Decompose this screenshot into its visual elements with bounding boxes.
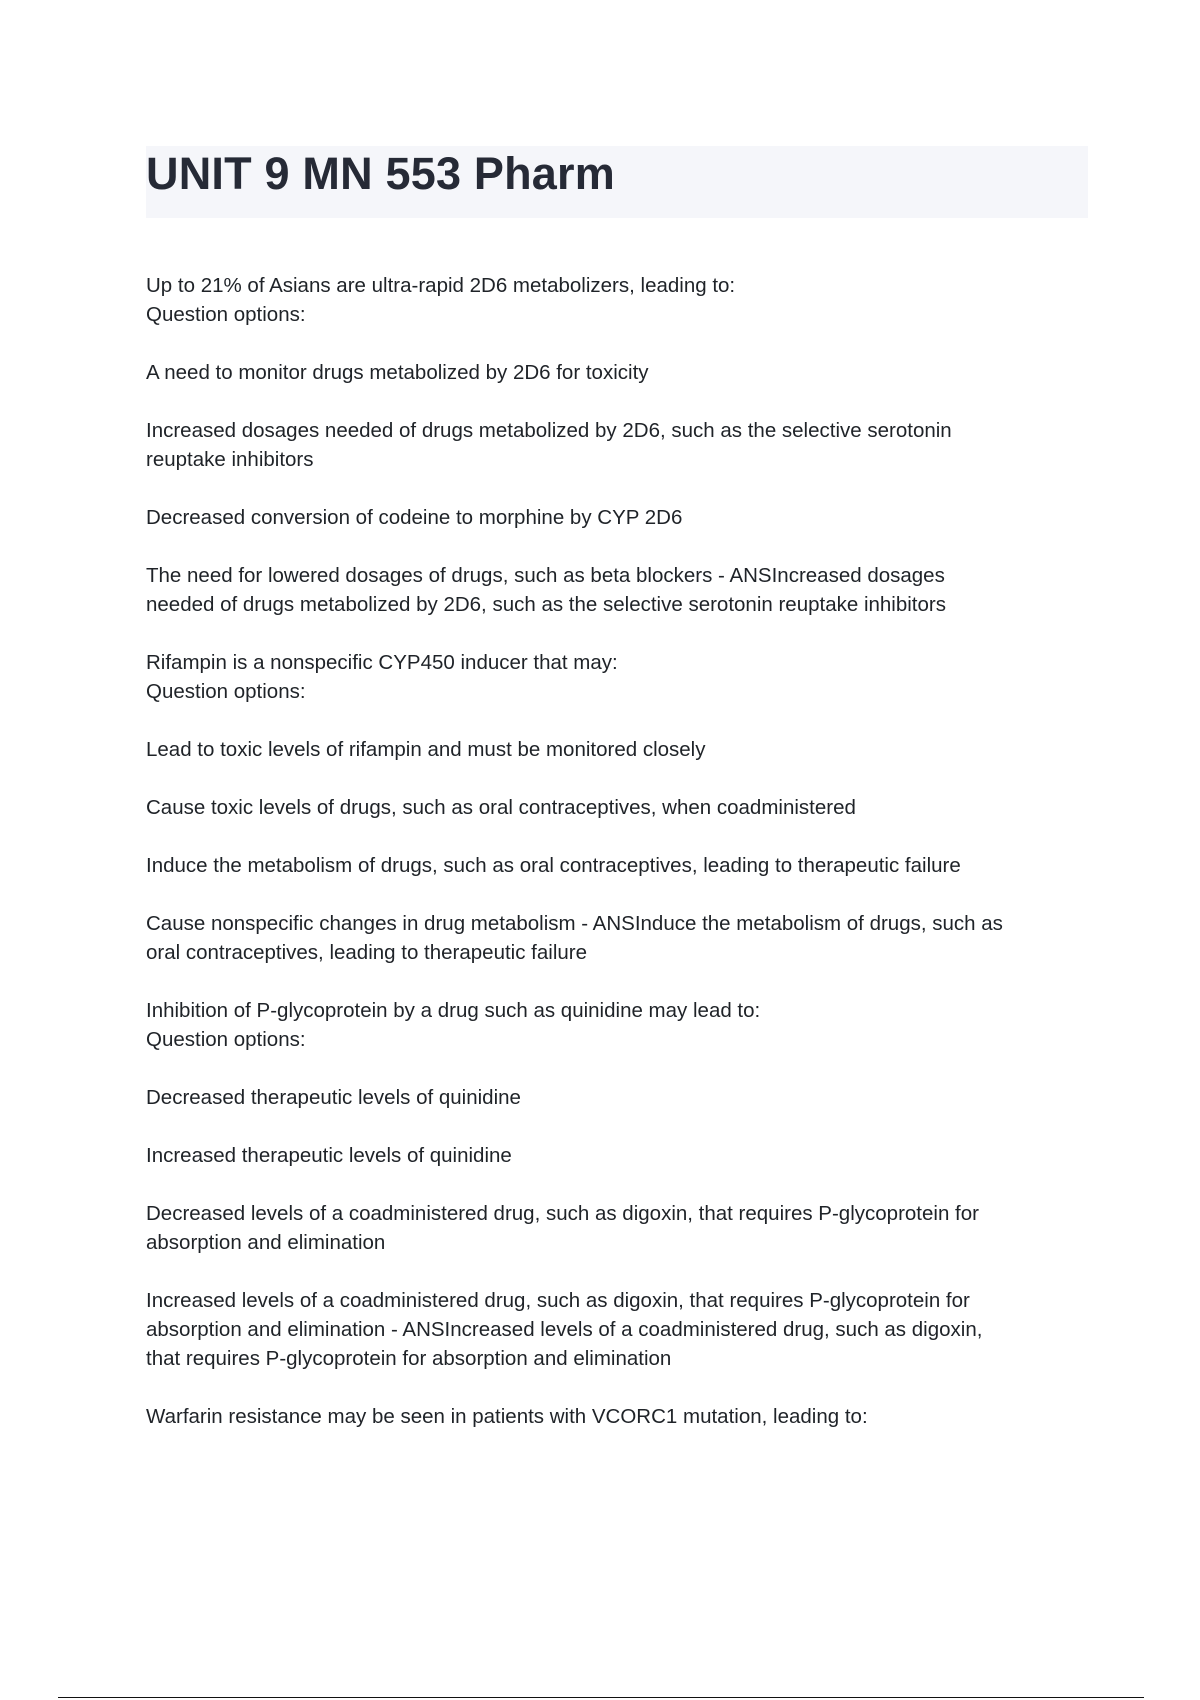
question-4-stem	[146, 1402, 1086, 1431]
text-line: A need to monitor drugs metabolized by 2D6 for toxicity	[146, 361, 649, 384]
text-line: Question options:	[146, 680, 306, 703]
question-1-option-c	[146, 503, 1086, 532]
question-1-option-a	[146, 358, 1086, 387]
text-line: oral contraceptives, leading to therapeutic failure	[146, 941, 588, 964]
document-content	[146, 271, 1086, 1460]
question-3-option-a	[146, 1083, 1086, 1112]
question-3-option-d-answer	[146, 1286, 1086, 1373]
text-line: Decreased conversion of codeine to morphine by CYP 2D6	[146, 506, 683, 529]
question-3-option-c	[146, 1199, 1086, 1257]
text-line: Increased dosages needed of drugs metabolized by 2D6, such as the selective serotonin	[146, 419, 952, 442]
page-title: UNIT 9 MN 553 Pharm	[146, 148, 615, 199]
question-1-stem	[146, 271, 1086, 329]
text-line: Question options:	[146, 303, 306, 326]
text-line: The need for lowered dosages of drugs, such as beta blockers - ANSIncreased dosages	[146, 564, 945, 587]
text-line: Increased therapeutic levels of quinidine	[146, 1144, 512, 1167]
question-2-option-a	[146, 735, 1086, 764]
question-1-option-d-answer	[146, 561, 1086, 619]
text-line: Decreased levels of a coadministered drug, such as digoxin, that requires P-glycoprotein for	[146, 1202, 979, 1225]
text-line: Rifampin is a nonspecific CYP450 inducer that may:	[146, 651, 618, 674]
question-1-option-b	[146, 416, 1086, 474]
text-line: that requires P-glycoprotein for absorption and elimination	[146, 1347, 672, 1370]
question-2-option-b	[146, 793, 1086, 822]
text-line: Induce the metabolism of drugs, such as oral contraceptives, leading to therapeutic failure	[146, 854, 961, 877]
text-line: Question options:	[146, 1028, 306, 1051]
text-line: Cause nonspecific changes in drug metabolism - ANSInduce the metabolism of drugs, such as	[146, 912, 1003, 935]
title-band	[146, 146, 1088, 218]
text-line: Increased levels of a coadministered drug, such as digoxin, that requires P-glycoprotein for	[146, 1289, 970, 1312]
text-line: Warfarin resistance may be seen in patients with VCORC1 mutation, leading to:	[146, 1405, 868, 1428]
question-3-option-b	[146, 1141, 1086, 1170]
text-line: Cause toxic levels of drugs, such as oral contraceptives, when coadministered	[146, 796, 856, 819]
text-line: absorption and elimination	[146, 1231, 386, 1254]
text-line: reuptake inhibitors	[146, 448, 314, 471]
text-line: Decreased therapeutic levels of quinidine	[146, 1086, 521, 1109]
text-line: Lead to toxic levels of rifampin and must be monitored closely	[146, 738, 706, 761]
question-2-option-d-answer	[146, 909, 1086, 967]
text-line: Up to 21% of Asians are ultra-rapid 2D6 metabolizers, leading to:	[146, 274, 736, 297]
question-2-option-c	[146, 851, 1086, 880]
text-line: needed of drugs metabolized by 2D6, such as the selective serotonin reuptake inhibitors	[146, 593, 946, 616]
footer-divider	[58, 1697, 1144, 1698]
question-3-stem	[146, 996, 1086, 1054]
text-line: Inhibition of P-glycoprotein by a drug such as quinidine may lead to:	[146, 999, 761, 1022]
text-line: absorption and elimination - ANSIncreased levels of a coadministered drug, such as digoxin,	[146, 1318, 983, 1341]
question-2-stem	[146, 648, 1086, 706]
